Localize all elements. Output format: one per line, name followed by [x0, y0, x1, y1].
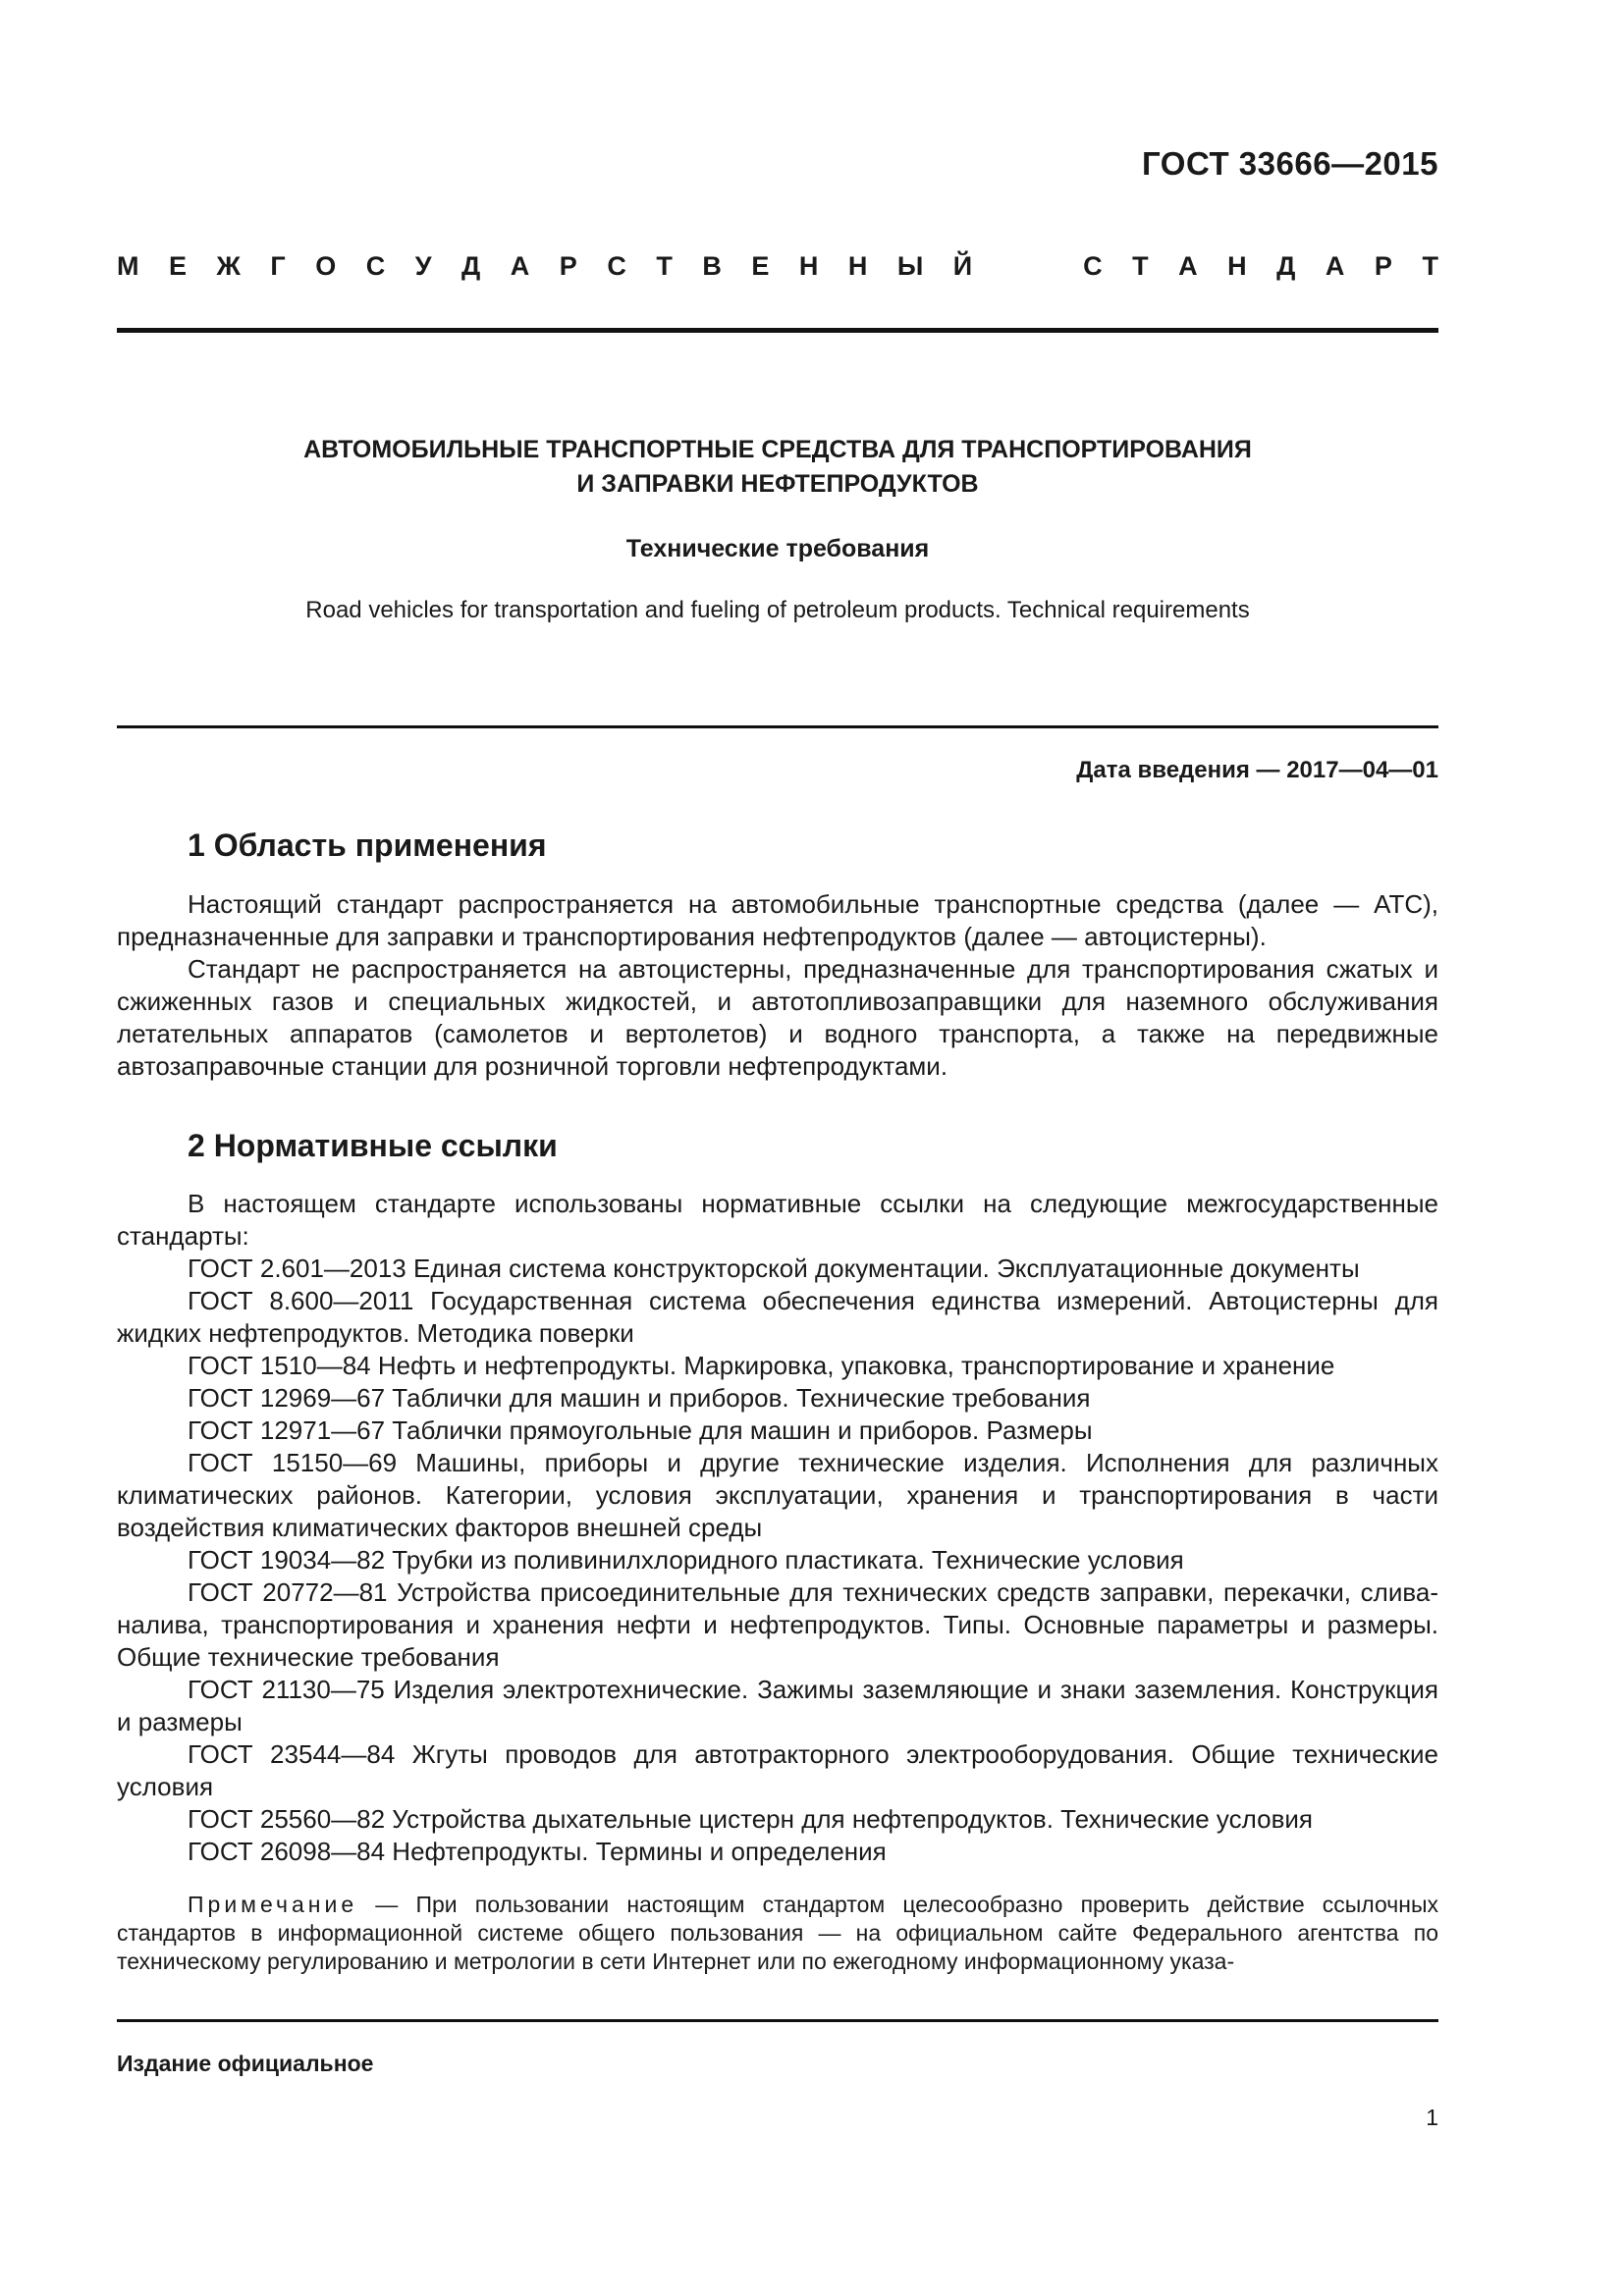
- banner-letter: У: [414, 251, 432, 281]
- reference-item: ГОСТ 15150—69 Машины, приборы и другие технические изделия. Исполнения для различных климатических районов. Категории, условия эксплуатации, хранения и транспортирования в части воздействия климатических факторов внешней среды: [117, 1448, 1438, 1542]
- banner-letter: Й: [952, 251, 973, 281]
- section-1-heading: 1 Область применения: [188, 828, 547, 863]
- paragraph: Стандарт не распространяется на автоцистерны, предназначенные для транспортирования сжатых и сжиженных газов и специальных жидкостей, и автотопливозаправщики для наземного обслуживания летательных аппаратов (самолетов и вертолетов) и водного транспорта, а также на передвижные автозаправочные станции для розничной торговли нефтепродуктами.: [117, 954, 1438, 1081]
- banner-letter: Т: [656, 251, 673, 281]
- reference-item: ГОСТ 20772—81 Устройства присоединительные для технических средств заправки, перекачки, слива-налива, транспортирования и хранения нефти и нефтепродуктов. Типы. Основные параметры и размеры. Общие технические требования: [117, 1577, 1438, 1672]
- note-text: — При пользовании настоящим стандартом целесообразно проверить действие ссылочных стандартов в информационной системе общего пользования — на официальном сайте Федерального агентства по техническому регулированию и метрологии в сети Интернет или по ежегодному информационному указа-: [117, 1892, 1438, 1974]
- banner-letter: Н: [798, 251, 819, 281]
- section-2-body: [117, 1188, 1438, 1868]
- banner-letter: Ы: [896, 251, 924, 281]
- reference-item: ГОСТ 23544—84 Жгуты проводов для автотракторного электрооборудования. Общие технические условия: [117, 1739, 1438, 1801]
- document-title: [117, 433, 1438, 502]
- reference-item: ГОСТ 8.600—2011 Государственная система обеспечения единства измерений. Автоцистерны для жидких нефтепродуктов. Методика поверки: [117, 1286, 1438, 1348]
- document-page: [117, 0, 1438, 2296]
- note-label: Примечание: [188, 1892, 358, 1917]
- banner-letter: С: [365, 251, 386, 281]
- banner-letter: Г: [270, 251, 286, 281]
- reference-item: ГОСТ 12969—67 Таблички для машин и приборов. Технические требования: [188, 1383, 1091, 1413]
- reference-item: ГОСТ 21130—75 Изделия электротехнические. Зажимы заземляющие и знаки заземления. Конструкция и размеры: [117, 1675, 1438, 1736]
- banner-letter: С: [607, 251, 626, 281]
- reference-item: ГОСТ 19034—82 Трубки из поливинилхлоридного пластиката. Технические условия: [188, 1545, 1184, 1575]
- banner-letter: Н: [1227, 251, 1247, 281]
- reference-item: ГОСТ 12971—67 Таблички прямоугольные для машин и приборов. Размеры: [188, 1415, 1093, 1445]
- banner-letter: А: [510, 251, 530, 281]
- banner-letter: Р: [559, 251, 577, 281]
- banner-letter: Д: [1276, 251, 1296, 281]
- official-edition-label: Издание официальное: [117, 2051, 374, 2076]
- english-title: Road vehicles for transportation and fueling of petroleum products. Technical requirements: [305, 597, 1250, 623]
- banner-word-gap: [1002, 251, 1054, 282]
- banner-letter: Т: [1132, 251, 1149, 281]
- banner-letter: В: [702, 251, 722, 281]
- section-1-body: [117, 888, 1438, 1083]
- banner-letter: Т: [1422, 251, 1438, 281]
- title-line: АВТОМОБИЛЬНЫЕ ТРАНСПОРТНЫЕ СРЕДСТВА ДЛЯ ТРАНСПОРТИРОВАНИЯ: [303, 436, 1252, 463]
- reference-item: ГОСТ 2.601—2013 Единая система конструкторской документации. Эксплуатационные документы: [188, 1254, 1360, 1283]
- section-2-heading: 2 Нормативные ссылки: [188, 1128, 558, 1163]
- title-line: И ЗАПРАВКИ НЕФТЕПРОДУКТОВ: [576, 470, 979, 498]
- banner-letter: Д: [461, 251, 481, 281]
- title-divider: [117, 725, 1438, 728]
- footer-divider: [117, 2019, 1438, 2022]
- note-block: [117, 1891, 1438, 1976]
- paragraph: Настоящий стандарт распространяется на автомобильные транспортные средства (далее — АТС), предназначенные для заправки и транспортирования нефтепродуктов (далее — автоцистерны).: [117, 889, 1438, 951]
- paragraph: В настоящем стандарте использованы нормативные ссылки на следующие межгосударственные стандарты:: [117, 1189, 1438, 1251]
- banner-letter: Е: [751, 251, 770, 281]
- standard-type-banner: [117, 251, 1438, 282]
- banner-letter: М: [117, 251, 139, 281]
- document-number: ГОСТ 33666—2015: [1142, 145, 1438, 182]
- header-divider: [117, 328, 1438, 333]
- introduction-date: Дата введения — 2017—04—01: [1076, 757, 1438, 783]
- reference-item: ГОСТ 25560—82 Устройства дыхательные цистерн для нефтепродуктов. Технические условия: [188, 1804, 1313, 1834]
- document-subtitle: Технические требования: [625, 535, 930, 562]
- banner-letter: Ж: [216, 251, 241, 281]
- banner-letter: Н: [847, 251, 868, 281]
- banner-letter: О: [315, 251, 337, 281]
- page-number: 1: [1426, 2105, 1438, 2130]
- reference-item: ГОСТ 1510—84 Нефть и нефтепродукты. Маркировка, упаковка, транспортирование и хранение: [188, 1351, 1335, 1380]
- banner-letter: А: [1178, 251, 1198, 281]
- banner-letter: С: [1083, 251, 1103, 281]
- banner-letter: Р: [1374, 251, 1392, 281]
- banner-letter: А: [1325, 251, 1345, 281]
- reference-item: ГОСТ 26098—84 Нефтепродукты. Термины и определения: [188, 1837, 887, 1866]
- banner-letter: Е: [169, 251, 188, 281]
